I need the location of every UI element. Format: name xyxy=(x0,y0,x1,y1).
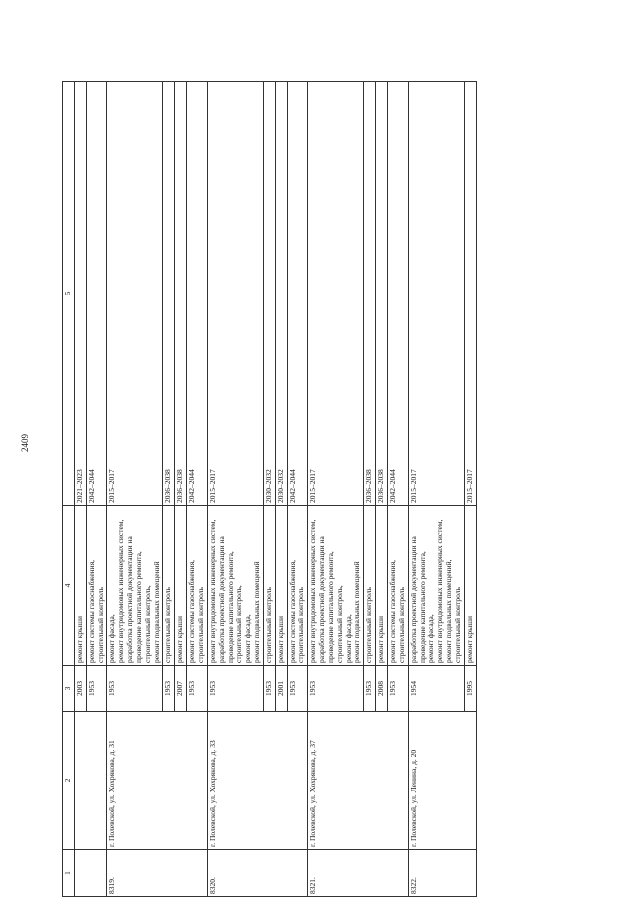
table-row xyxy=(308,81,364,896)
year-cell: 1954 xyxy=(408,665,464,711)
period-cell: 2030–2032 xyxy=(275,81,287,505)
work-line: ремонт крыши xyxy=(175,616,185,663)
work-line: ремонт крыши xyxy=(275,616,285,663)
work-line: строительный контроль xyxy=(163,587,173,663)
work-line: ремонт подвальных помещений xyxy=(352,561,362,663)
work-cell xyxy=(275,505,287,665)
year-cell: 1953 xyxy=(364,665,376,711)
year-cell: 1995 xyxy=(464,665,476,711)
header-col-2: 2 xyxy=(63,712,75,850)
period-cell: 2042–2044 xyxy=(187,81,208,505)
table-row xyxy=(74,81,86,896)
period-cell: 2036–2038 xyxy=(175,81,187,505)
work-line: проведение капитального ремонта, xyxy=(417,551,427,663)
work-line: ремонт подвальных помещений xyxy=(252,561,262,663)
capital-repair-table xyxy=(62,81,477,897)
work-line: разработка проектной документации на xyxy=(317,536,327,663)
work-cell xyxy=(364,505,376,665)
header-col-4: 4 xyxy=(63,505,75,665)
period-cell: 2036–2038 xyxy=(364,81,376,505)
work-line: строительный контроль xyxy=(296,587,306,663)
work-line: ремонт фасада, xyxy=(107,614,117,663)
address-cell: г. Полевской, ул. Хохрякова, д. 37 xyxy=(308,712,408,850)
work-line: строительный контроль xyxy=(452,587,462,663)
period-cell: 2015–2017 xyxy=(464,81,476,505)
work-line: ремонт системы газоснабжения, xyxy=(287,559,297,663)
rotated-page xyxy=(62,82,622,897)
work-cell xyxy=(408,505,464,665)
work-line: строительный контроль, xyxy=(334,585,344,663)
period-cell: 2042–2044 xyxy=(86,81,107,505)
table-row xyxy=(107,81,163,896)
work-line: ремонт внутридомовых инженерных систем, xyxy=(116,519,126,663)
period-cell: 2036–2038 xyxy=(376,81,388,505)
period-cell: 2042–2044 xyxy=(287,81,308,505)
period-cell: 2015–2017 xyxy=(308,81,364,505)
row-number: 8322. xyxy=(408,850,476,897)
year-cell: 1953 xyxy=(287,665,308,711)
table-row xyxy=(408,81,464,896)
work-cell xyxy=(175,505,187,665)
year-cell: 2001 xyxy=(275,665,287,711)
work-line: строительный контроль xyxy=(396,587,406,663)
work-line: ремонт системы газоснабжения, xyxy=(86,559,96,663)
work-line: строительный контроль xyxy=(95,587,105,663)
address-cell: г. Полевской, ул. Ленина, д. 20 xyxy=(408,712,476,850)
work-cell xyxy=(464,505,476,665)
year-cell: 1953 xyxy=(308,665,364,711)
year-cell: 2003 xyxy=(74,665,86,711)
work-line: ремонт подвальных помещений, xyxy=(444,559,454,663)
work-line: ремонт фасада, xyxy=(343,614,353,663)
work-line: ремонт фасада, xyxy=(426,614,436,663)
work-line: строительный контроль xyxy=(263,587,273,663)
work-line: строительный контроль, xyxy=(234,585,244,663)
year-cell: 2007 xyxy=(175,665,187,711)
work-line: разработка проектной документации на xyxy=(216,536,226,663)
work-line: ремонт крыши xyxy=(464,616,474,663)
work-line: ремонт системы газоснабжения, xyxy=(388,559,397,663)
work-line: разработка проектной документации на xyxy=(408,536,418,663)
address-cell: г. Полевской, ул. Хохрякова, д. 33 xyxy=(207,712,307,850)
work-cell xyxy=(376,505,388,665)
table-row xyxy=(207,81,263,896)
period-cell: 2015–2017 xyxy=(107,81,163,505)
work-line: ремонт внутридомовых инженерных систем, xyxy=(308,519,318,663)
work-cell xyxy=(163,505,175,665)
row-number xyxy=(74,850,107,897)
work-line: проведение капитального ремонта, xyxy=(225,551,235,663)
year-cell: 1953 xyxy=(163,665,175,711)
work-line: ремонт крыши xyxy=(74,616,84,663)
header-col-5: 5 xyxy=(63,81,75,505)
year-cell: 1953 xyxy=(388,665,409,711)
work-cell xyxy=(74,505,86,665)
year-cell: 1953 xyxy=(187,665,208,711)
period-cell: 2036–2038 xyxy=(163,81,175,505)
period-cell: 2021–2023 xyxy=(74,81,86,505)
year-cell: 1953 xyxy=(207,665,263,711)
period-cell: 2015–2017 xyxy=(408,81,464,505)
header-col-3: 3 xyxy=(63,665,75,711)
work-line: ремонт внутридомовых инженерных систем, xyxy=(435,519,445,663)
work-cell xyxy=(207,505,263,665)
work-cell xyxy=(308,505,364,665)
row-number: 8321. xyxy=(308,850,408,897)
address-cell xyxy=(74,712,107,850)
work-cell xyxy=(86,505,107,665)
work-line: строительный контроль xyxy=(195,587,205,663)
year-cell: 2008 xyxy=(376,665,388,711)
work-line: разработка проектной документации на xyxy=(125,536,135,663)
work-line: ремонт фасада, xyxy=(243,614,253,663)
work-line: ремонт подвальных помещений xyxy=(151,561,161,663)
work-cell xyxy=(287,505,308,665)
period-cell: 2030–2032 xyxy=(263,81,275,505)
year-cell: 1953 xyxy=(107,665,163,711)
work-cell xyxy=(187,505,208,665)
period-cell: 2042–2044 xyxy=(388,81,409,505)
work-line: проведение капитального ремонта, xyxy=(325,551,335,663)
period-cell: 2015–2017 xyxy=(207,81,263,505)
work-line: ремонт крыши xyxy=(376,616,386,663)
row-number: 8320. xyxy=(207,850,307,897)
work-cell xyxy=(263,505,275,665)
work-line: строительный контроль, xyxy=(142,585,152,663)
work-line: ремонт системы газоснабжения, xyxy=(187,559,197,663)
work-line: строительный контроль xyxy=(364,587,374,663)
header-row xyxy=(63,81,75,896)
year-cell: 1953 xyxy=(263,665,275,711)
header-col-1: 1 xyxy=(63,850,75,897)
page-number: 2409 xyxy=(20,434,30,452)
row-number: 8319. xyxy=(107,850,207,897)
work-line: ремонт внутридомовых инженерных систем, xyxy=(207,519,217,663)
work-line: проведение капитального ремонта, xyxy=(133,551,143,663)
address-cell: г. Полевской, ул. Хохрякова, д. 31 xyxy=(107,712,207,850)
year-cell: 1953 xyxy=(86,665,107,711)
work-cell xyxy=(107,505,163,665)
work-cell xyxy=(388,505,409,665)
